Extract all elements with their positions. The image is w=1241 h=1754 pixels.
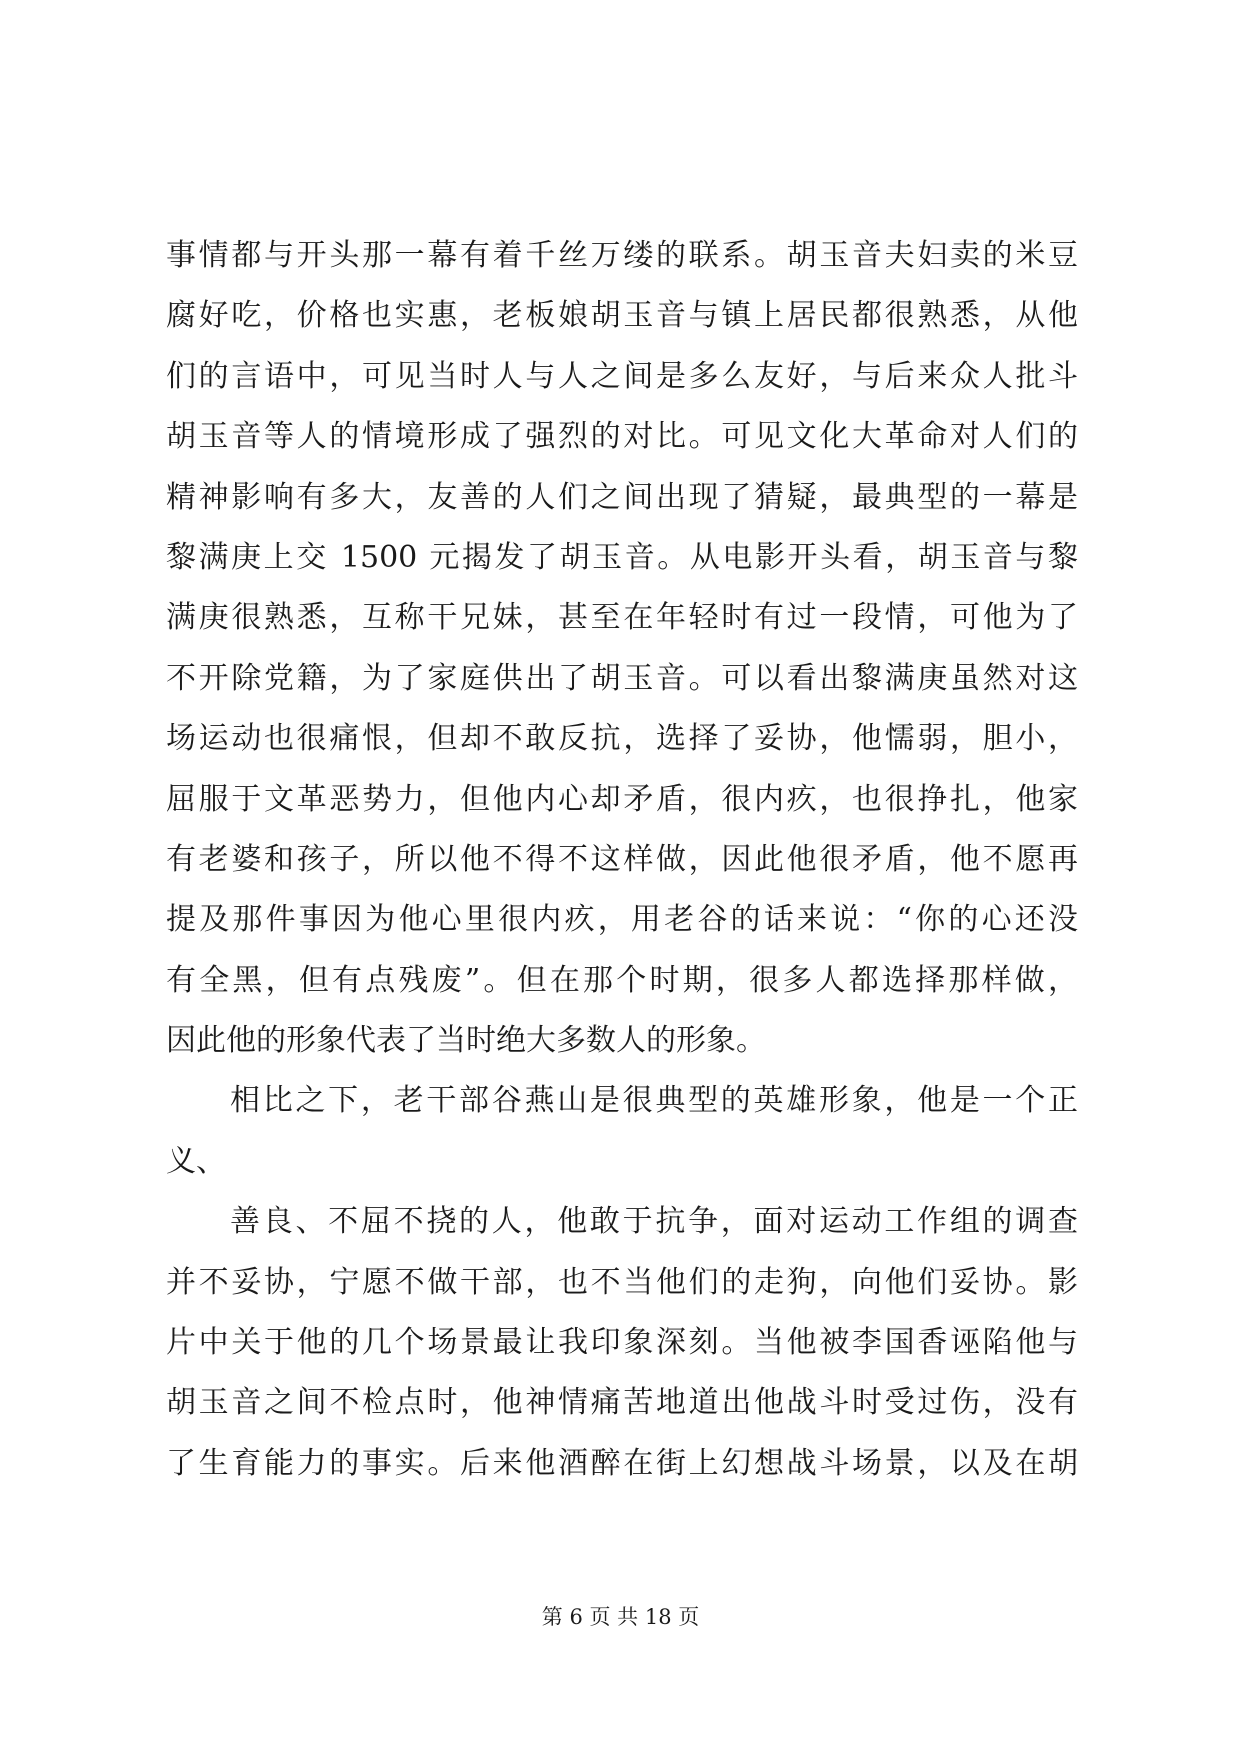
text-line: 胡玉音等人的情境形成了强烈的对比。可见文化大革命对人们的 — [166, 419, 1078, 455]
text-line: 们的言语中，可见当时人与人之间是多么友好，与后来众人批斗 — [166, 358, 1078, 394]
text-line: 义、 — [166, 1143, 226, 1179]
text-line: 有全黑，但有点残废”。但在那个时期，很多人都选择那样做， — [166, 962, 1078, 998]
text-line: 不开除党籍，为了家庭供出了胡玉音。可以看出黎满庚虽然对这 — [166, 660, 1078, 696]
text-line: 精神影响有多大，友善的人们之间出现了猜疑，最典型的一幕是 — [166, 479, 1078, 515]
text-line: 屈服于文革恶势力，但他内心却矛盾，很内疚，也很挣扎，他家 — [166, 781, 1078, 817]
text-line: 提及那件事因为他心里很内疚，用老谷的话来说：“你的心还没 — [166, 902, 1078, 938]
text-line: 因此他的形象代表了当时绝大多数人的形象。 — [166, 1023, 766, 1059]
text-line: 并不妥协，宁愿不做干部，也不当他们的走狗，向他们妥协。影 — [166, 1264, 1078, 1300]
text-line: 满庚很熟悉，互称干兄妹，甚至在年轻时有过一段情，可他为了 — [166, 600, 1078, 636]
text-line: 有老婆和孩子，所以他不得不这样做，因此他很矛盾，他不愿再 — [166, 841, 1078, 877]
text-line: 腐好吃，价格也实惠，老板娘胡玉音与镇上居民都很熟悉，从他 — [166, 298, 1078, 334]
text-line: 事情都与开头那一幕有着千丝万缕的联系。胡玉音夫妇卖的米豆 — [166, 238, 1078, 273]
text-line: 胡玉音之间不检点时，他神情痛苦地道出他战斗时受过伤，没有 — [166, 1385, 1078, 1421]
text-line: 场运动也很痛恨，但却不敢反抗，选择了妥协，他懦弱，胆小， — [166, 721, 1078, 757]
text-line: 了生育能力的事实。后来他酒醉在街上幻想战斗场景，以及在胡 — [166, 1445, 1078, 1481]
body-text — [166, 226, 1078, 1494]
paragraph-first-line: 善良、不屈不挠的人，他敢于抗争，面对运动工作组的调查 — [230, 1204, 1078, 1240]
page-number-footer: 第 6 页 共 18 页 — [541, 1605, 700, 1629]
text-line: 片中关于他的几个场景最让我印象深刻。当他被李国香诬陷他与 — [166, 1325, 1078, 1361]
paragraph-first-line: 相比之下，老干部谷燕山是很典型的英雄形象，他是一个正 — [230, 1083, 1078, 1119]
text-line: 黎满庚上交 1500 元揭发了胡玉音。从电影开头看，胡玉音与黎 — [166, 539, 1078, 575]
